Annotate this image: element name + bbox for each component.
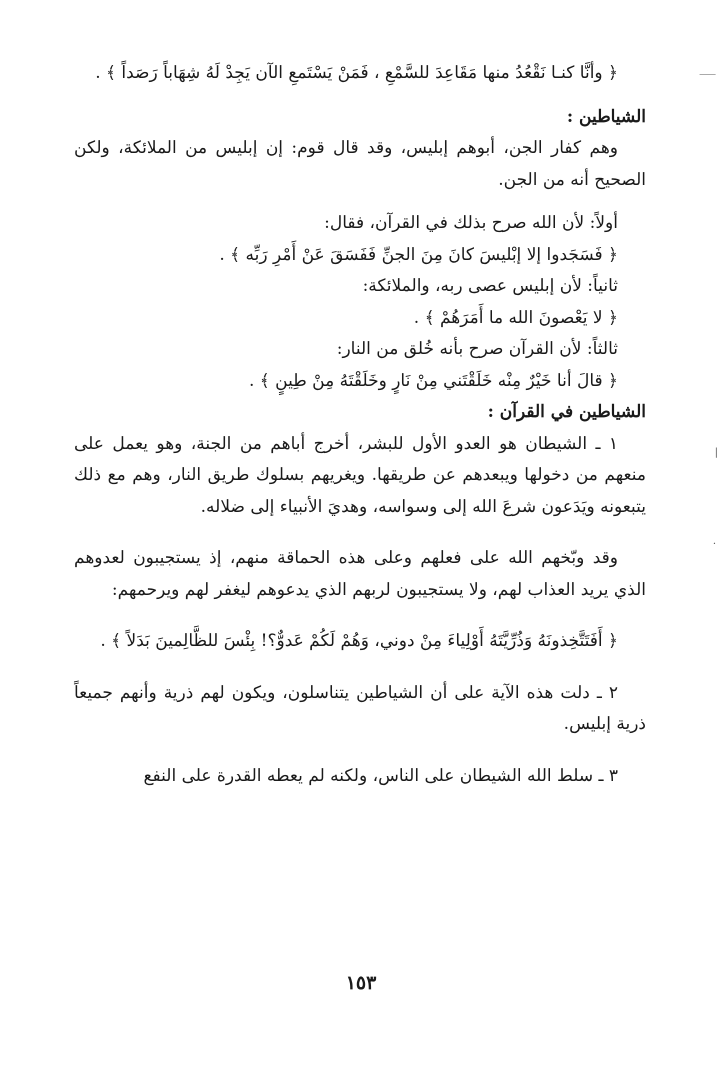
paragraph-rebuke: وقد وبّخهم الله على فعلهم وعلى هذه الحماقة منهم، إذ يستجيبون لعدوهم الذي يريد العذاب لهم، ولا يستجيبون لربهم الذي يدعوهم ليغفر لهم ويرحمهم: xyxy=(74,548,646,600)
page-number: ١٥٣ xyxy=(345,972,377,994)
reasons-list xyxy=(74,208,646,397)
page-body xyxy=(74,58,646,792)
rebuke-verse: ﴿ أَفَتَتَّخِذونَهُ وَذُرِّيَّتَهُ أَوْلِياءَ مِنْ دوني، وَهُمْ لَكُمْ عَدوٌّ؟! بِئْسَ للظَّالِمينَ بَدَلاً ﴾ . xyxy=(100,631,618,651)
paragraph-shayatin: وهم كفار الجن، أبوهم إبليس، وقد قال قوم: إن إبليس من الملائكة، ولكن الصحيح أنه من الجن. xyxy=(74,138,646,190)
reason-second-verse: ﴿ لا يَعْصونَ الله ما أَمَرَهُمْ ﴾ . xyxy=(413,307,618,328)
heading-shayatin: الشياطين : xyxy=(566,106,646,127)
reason-first-verse: ﴿ فَسَجَدوا إلا إبْليسَ كانَ مِنَ الجنِّ فَفَسَقَ عَنْ أَمْرِ رَبِّه ﴾ . xyxy=(219,244,618,265)
scan-mark-dot: · xyxy=(712,539,716,550)
verse-intro: ﴿ وأنَّا كنـا نَقْعُدُ منها مَقَاعِدَ للسَّمْعِ ، فَمَنْ يَسْتَمعِ الآن يَجِدْ لَهُ شِهَاباً رَصَداً ﴾ . xyxy=(95,63,618,83)
reason-third-label: ثالثاً: لأن القرآن صرح بأنه خُلق من النار: xyxy=(336,339,618,359)
scan-mark-bar: | xyxy=(714,447,718,458)
point-two: ٢ ـ دلت هذه الآية على أن الشياطين يتناسلون، ويكون لهم ذرية وأنهم جميعاً ذرية إبليس. xyxy=(74,682,646,734)
point-one: ١ ـ الشيطان هو العدو الأول للبشر، أخرج أباهم من الجنة، وهو يعمل على منعهم من دخولها ويبعدهم عن طريقها. ويغريهم بسلوك طريق النار، وهم مع ذلك يتبعونه ويَدَعون شرعَ الله إلى وسواسه، وهديَ الأنبياء إلى ضلاله. xyxy=(74,433,646,517)
point-three: ٣ ـ سلط الله الشيطان على الناس، ولكنه لم يعطه القدرة على النفع xyxy=(143,765,618,786)
scan-mark-dash: ⸺ xyxy=(699,69,716,80)
heading-shayatin-quran: الشياطين في القرآن : xyxy=(487,402,646,422)
reason-third-verse: ﴿ قالَ أنا خَيْرٌ مِنْه خَلَقْتَني مِنْ نَارٍ وخَلَقْتَهُ مِنْ طِينٍ ﴾ . xyxy=(248,370,618,391)
reason-second-label: ثانياً: لأن إبليس عصى ربه، والملائكة: xyxy=(362,276,618,296)
reason-first-label: أولاً: لأن الله صرح بذلك في القرآن، فقال: xyxy=(324,213,618,233)
